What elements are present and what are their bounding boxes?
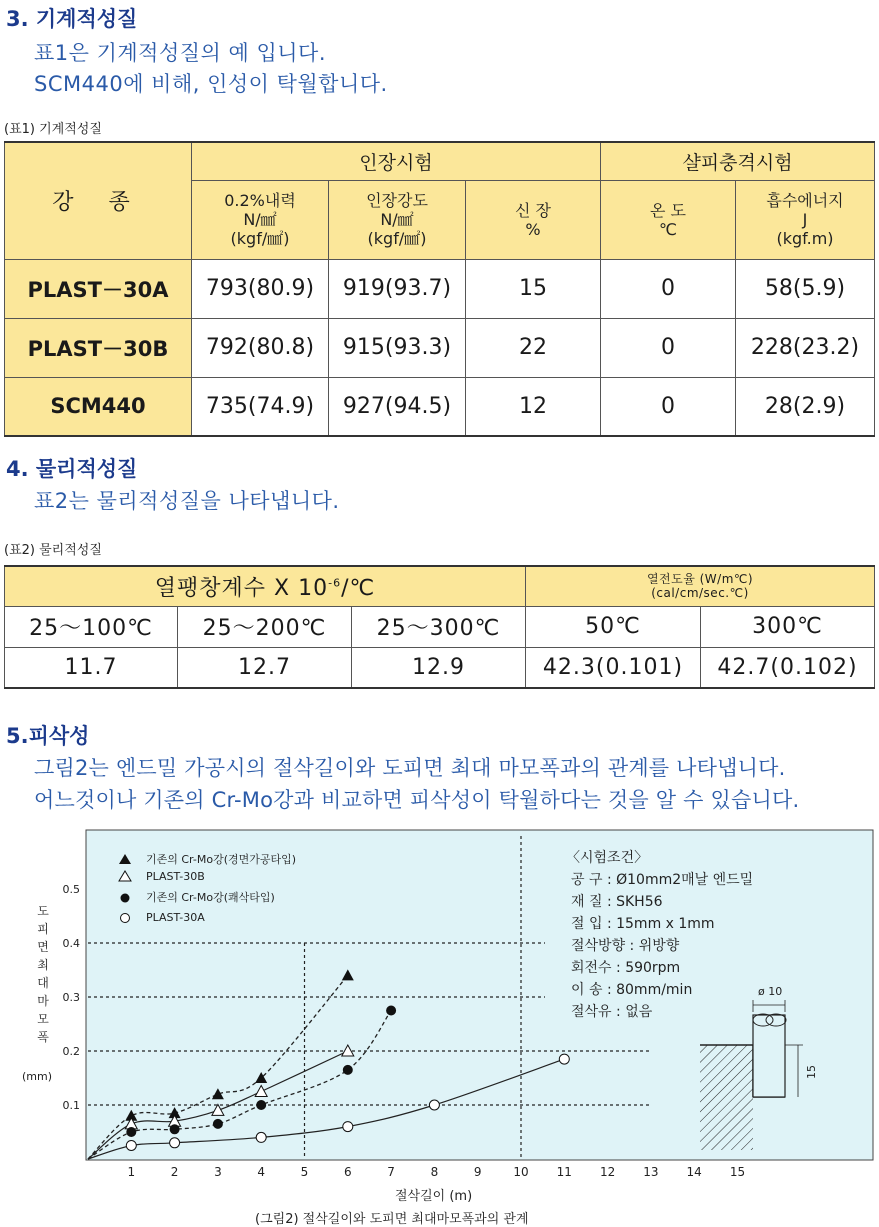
conductivity-line: (cal/cm/sec.℃) bbox=[651, 586, 749, 601]
col-steel-grade: 강 종 bbox=[5, 142, 192, 259]
cell: 28(2.9) bbox=[736, 377, 875, 436]
section5-line1: 그림2는 엔드밀 가공시의 절삭길이와 도피면 최대 마모폭과의 관계를 나타냅니다. bbox=[34, 756, 786, 780]
header-line: (kgf.m) bbox=[776, 229, 834, 248]
cell: 11.7 bbox=[5, 647, 178, 688]
data-point bbox=[126, 1127, 136, 1137]
x-tick-label: 3 bbox=[214, 1165, 222, 1179]
header-line: 신 장 bbox=[515, 200, 551, 220]
expansion-exponent: -6 bbox=[328, 576, 342, 590]
x-tick-label: 4 bbox=[257, 1165, 266, 1179]
data-point bbox=[343, 1122, 353, 1132]
data-point bbox=[126, 1141, 136, 1151]
data-point bbox=[343, 1065, 353, 1075]
header-line: (kgf/㎟) bbox=[367, 229, 427, 248]
data-point bbox=[170, 1124, 180, 1134]
range-header: 25～100℃ bbox=[5, 606, 178, 647]
endmill-body bbox=[753, 1015, 785, 1097]
condition-line: 절삭유 : 없음 bbox=[571, 1004, 653, 1020]
steel-name: PLAST－30B bbox=[5, 318, 192, 377]
data-point bbox=[256, 1100, 266, 1110]
cell: 228(23.2) bbox=[736, 318, 875, 377]
data-point bbox=[256, 1132, 266, 1142]
cell: 927(94.5) bbox=[329, 377, 466, 436]
y-axis-unit: (mm) bbox=[22, 1070, 53, 1083]
cell: 0 bbox=[601, 259, 736, 318]
header-line: ℃ bbox=[659, 219, 677, 239]
legend-marker-open-circle bbox=[121, 914, 130, 923]
condition-line: 이 송 : 80mm/min bbox=[571, 982, 693, 998]
condition-line: 공 구 : Ø10mm2매날 엔드밀 bbox=[571, 872, 754, 888]
x-tick-label: 13 bbox=[643, 1165, 659, 1179]
cell: 919(93.7) bbox=[329, 259, 466, 318]
ylabel-char: 대 bbox=[37, 976, 49, 990]
cell: 0 bbox=[601, 377, 736, 436]
x-tick-label: 8 bbox=[430, 1165, 439, 1179]
condition-line: 재 질 : SKH56 bbox=[571, 894, 663, 910]
header-line: 흡수에너지 bbox=[766, 191, 844, 210]
header-line: N/㎟ bbox=[243, 210, 277, 229]
y-tick-label: 0.4 bbox=[62, 937, 80, 950]
x-tick-label: 7 bbox=[387, 1165, 395, 1179]
cell: 915(93.3) bbox=[329, 318, 466, 377]
data-point bbox=[429, 1100, 439, 1110]
cell: 22 bbox=[466, 318, 601, 377]
legend-marker-filled-circle bbox=[121, 894, 130, 903]
condition-line: 회전수 : 590rpm bbox=[571, 960, 681, 976]
group-impact: 샬피충격시험 bbox=[601, 142, 875, 180]
header-line: N/㎟ bbox=[380, 210, 414, 229]
header-line: 인장강도 bbox=[366, 191, 428, 210]
cell: 58(5.9) bbox=[736, 259, 875, 318]
depth-label: 15 bbox=[805, 1065, 818, 1079]
x-tick-label: 15 bbox=[729, 1165, 746, 1179]
conditions-title: 〈시험조건〉 bbox=[566, 850, 649, 866]
y-tick-label: 0.2 bbox=[62, 1045, 80, 1058]
cell: 735(74.9) bbox=[192, 377, 329, 436]
table2-caption: (표2) 물리적성질 bbox=[4, 543, 102, 558]
section3-line2: SCM440에 비해, 인성이 탁월합니다. bbox=[34, 72, 388, 96]
y-tick-label: 0.1 bbox=[62, 1099, 80, 1112]
header-line: J bbox=[802, 210, 808, 229]
legend-label: PLAST-30A bbox=[146, 911, 205, 924]
figure-caption: (그림2) 절삭길이와 도피면 최대마모폭과의 관계 bbox=[255, 1212, 529, 1227]
section5-line2: 어느것이나 기존의 Cr-Mo강과 비교하면 피삭성이 탁월하다는 것을 알 수 있습니다. bbox=[34, 788, 800, 812]
ylabel-char: 면 bbox=[37, 940, 49, 954]
x-tick-label: 9 bbox=[473, 1165, 482, 1179]
expansion-unit: /℃ bbox=[341, 575, 376, 601]
x-tick-label: 12 bbox=[599, 1165, 616, 1179]
group-tensile: 인장시험 bbox=[192, 142, 601, 180]
data-point bbox=[170, 1138, 180, 1148]
conductivity-line: 열전도율 (W/m℃) bbox=[646, 572, 754, 587]
cell: 42.7(0.102) bbox=[701, 647, 875, 688]
x-tick-label: 14 bbox=[686, 1165, 702, 1179]
tool-diameter-label: ø 10 bbox=[758, 985, 783, 998]
cell: 0 bbox=[601, 318, 736, 377]
ylabel-char: 피 bbox=[37, 922, 49, 936]
cell: 12.7 bbox=[178, 647, 352, 688]
data-point bbox=[213, 1119, 223, 1129]
x-tick-label: 2 bbox=[170, 1165, 179, 1179]
data-point bbox=[386, 1006, 396, 1016]
section5-title: 5.피삭성 bbox=[6, 724, 90, 748]
steel-name: PLAST－30A bbox=[5, 259, 192, 318]
workpiece-hatch bbox=[700, 1045, 753, 1150]
steel-name: SCM440 bbox=[5, 377, 192, 436]
legend-label: PLAST-30B bbox=[146, 870, 205, 883]
header-line: 0.2%내력 bbox=[224, 191, 296, 210]
ylabel-char: 도 bbox=[37, 904, 49, 918]
data-point bbox=[559, 1054, 569, 1064]
temp-header: 50℃ bbox=[526, 606, 701, 647]
table1-caption: (표1) 기계적성질 bbox=[4, 122, 102, 137]
x-tick-label: 6 bbox=[343, 1165, 352, 1179]
y-tick-label: 0.3 bbox=[62, 991, 80, 1004]
range-header: 25～300℃ bbox=[352, 606, 526, 647]
ylabel-char: 최 bbox=[37, 958, 49, 972]
header-line: % bbox=[525, 219, 541, 239]
y-tick-label: 0.5 bbox=[62, 883, 80, 896]
section4-title: 4. 물리적성질 bbox=[6, 457, 138, 481]
section3-line1: 표1은 기계적성질의 예 입니다. bbox=[34, 41, 326, 65]
ylabel-char: 모 bbox=[37, 1012, 49, 1026]
legend-label: 기존의 Cr-Mo강(쾌삭타입) bbox=[146, 891, 275, 904]
section3-title: 3. 기계적성질 bbox=[6, 7, 138, 31]
cell: 792(80.8) bbox=[192, 318, 329, 377]
cell: 15 bbox=[466, 259, 601, 318]
temp-header: 300℃ bbox=[701, 606, 875, 647]
x-tick-label: 11 bbox=[556, 1165, 572, 1179]
x-tick-label: 10 bbox=[513, 1165, 529, 1179]
section4-line1: 표2는 물리적성질을 나타냅니다. bbox=[34, 489, 340, 513]
cell: 12.9 bbox=[352, 647, 526, 688]
expansion-label: 열팽창계수 X 10 bbox=[154, 575, 329, 601]
x-tick-label: 1 bbox=[127, 1165, 136, 1179]
ylabel-char: 폭 bbox=[37, 1030, 49, 1044]
header-line: 온 도 bbox=[650, 200, 686, 220]
legend-label: 기존의 Cr-Mo강(경면가공타입) bbox=[146, 853, 297, 866]
header-line: (kgf/㎟) bbox=[230, 229, 290, 248]
ylabel-char: 마 bbox=[37, 994, 49, 1008]
x-axis-label: 절삭길이 (m) bbox=[395, 1189, 473, 1204]
condition-line: 절삭방향 : 위방향 bbox=[571, 938, 680, 954]
cell: 42.3(0.101) bbox=[526, 647, 701, 688]
cell: 793(80.9) bbox=[192, 259, 329, 318]
cell: 12 bbox=[466, 377, 601, 436]
range-header: 25～200℃ bbox=[178, 606, 352, 647]
x-tick-label: 5 bbox=[300, 1165, 309, 1179]
condition-line: 절 입 : 15mm x 1mm bbox=[571, 916, 715, 932]
